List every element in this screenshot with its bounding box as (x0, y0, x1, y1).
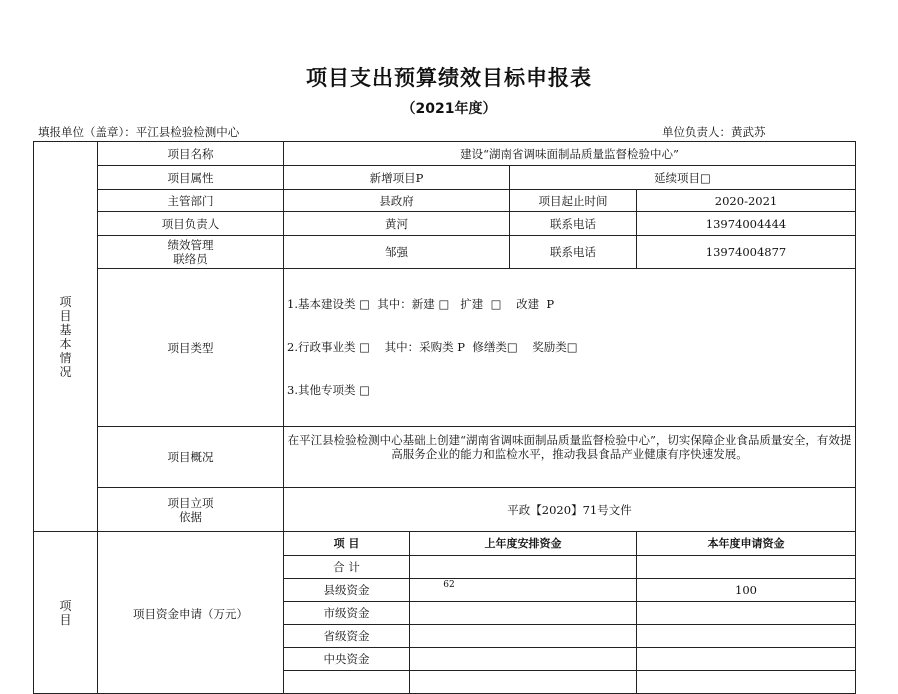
fund-row-this (637, 648, 856, 671)
row-project-type (34, 269, 856, 427)
phone-value-2: 13974004877 (637, 236, 856, 269)
fund-row-this: 100 (637, 579, 856, 602)
phone-value-1: 13974004444 (637, 212, 856, 236)
type-line-2: 2.行政事业类 □ 其中：采购类 P 修缮类□ 奖励类□ (287, 340, 578, 354)
empty-cell (637, 671, 856, 694)
perf-label (98, 236, 284, 269)
row-perf-contact (34, 236, 856, 269)
row-project-name (34, 142, 856, 166)
fund-row-this (637, 556, 856, 579)
period-value: 2020-2021 (637, 190, 856, 212)
funds-side-label (34, 532, 98, 694)
row-approval (34, 488, 856, 532)
budget-table (33, 141, 856, 694)
attr-label: 项目属性 (98, 166, 284, 190)
name-value: 建设“湖南省调味面制品质量监督检验中心” (284, 142, 856, 166)
type-label: 项目类型 (98, 269, 284, 427)
page-number: 62 (443, 580, 455, 590)
col-item: 项 目 (284, 532, 410, 556)
fund-row-name: 省级资金 (284, 625, 410, 648)
perf-label-line-2: 联络员 (173, 252, 208, 266)
fund-row-this (637, 625, 856, 648)
leader-value: 黄河 (284, 212, 510, 236)
col-last-year: 上年度安排资金 (410, 532, 637, 556)
approval-value: 平政【2020】71号文件 (284, 488, 856, 532)
type-options (284, 269, 856, 427)
empty-cell (284, 671, 410, 694)
leader-label: 项目负责人 (98, 212, 284, 236)
fiscal-year: （2021年度） (401, 101, 497, 117)
fund-row-last (410, 625, 637, 648)
row-leader (34, 212, 856, 236)
col-this-year: 本年度申请资金 (637, 532, 856, 556)
overview-text: 在平江县检验检测中心基础上创建“湖南省调味面制品质量监督检验中心”，切实保障企业食品质量安全，有效提高服务企业的能力和监检水平，推动我县食品产业健康有序快速发展。 (284, 427, 856, 488)
funds-side-text: 项目 (59, 598, 72, 627)
fund-row-name: 合 计 (284, 556, 410, 579)
funds-header-row (34, 532, 856, 556)
dept-value: 县政府 (284, 190, 510, 212)
overview-label: 项目概况 (98, 427, 284, 488)
fund-row-name: 市级资金 (284, 602, 410, 625)
phone-label-2: 联系电话 (510, 236, 637, 269)
row-project-attr (34, 166, 856, 190)
period-label: 项目起止时间 (510, 190, 637, 212)
fund-row-name: 县级资金 (284, 579, 410, 602)
empty-cell (410, 671, 637, 694)
attr-new: 新增项目P (284, 166, 510, 190)
row-overview (34, 427, 856, 488)
fund-row-last (410, 556, 637, 579)
dept-label: 主管部门 (98, 190, 284, 212)
row-dept (34, 190, 856, 212)
approval-label (98, 488, 284, 532)
approval-label-line-1: 项目立项 (167, 495, 214, 510)
fund-row-last (410, 648, 637, 671)
fill-unit: 填报单位（盖章）：平江县检验检测中心 (38, 125, 240, 139)
page-title: 项目支出预算绩效目标申报表 (306, 66, 592, 90)
type-line-3: 3.其他专项类 □ (287, 383, 370, 397)
phone-label-1: 联系电话 (510, 212, 637, 236)
type-line-1: 1.基本建设类 □ 其中：新建 □ 扩建 □ 改建 P (287, 297, 555, 311)
basic-section-text: 项目基本情况 (59, 294, 72, 379)
perf-label-line-1: 绩效管理 (167, 238, 214, 252)
fund-row-this (637, 602, 856, 625)
unit-head: 单位负责人：黄武苏 (662, 125, 766, 139)
name-label: 项目名称 (98, 142, 284, 166)
funds-label: 项目资金申请（万元） (98, 532, 284, 694)
perf-value: 邹强 (284, 236, 510, 269)
fund-row-name: 中央资金 (284, 648, 410, 671)
approval-label-line-2: 依据 (179, 509, 202, 524)
attr-continued: 延续项目□ (510, 166, 856, 190)
basic-section-label (34, 142, 98, 532)
fund-row-last (410, 602, 637, 625)
